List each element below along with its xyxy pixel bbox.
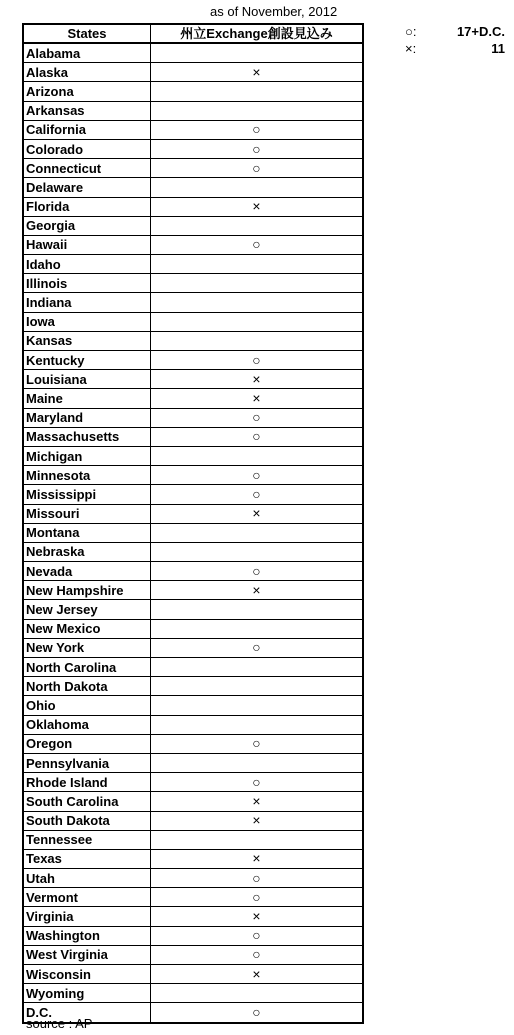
- table-row: [23, 965, 363, 984]
- exchange-mark: ×: [151, 792, 364, 811]
- table-row: [23, 753, 363, 772]
- table-row: [23, 619, 363, 638]
- legend-symbol: ○:: [405, 24, 417, 39]
- table-row: [23, 523, 363, 542]
- table-row: [23, 485, 363, 504]
- exchange-mark: [151, 446, 364, 465]
- table-row: [23, 255, 363, 274]
- legend-count: 11: [491, 41, 505, 56]
- exchange-mark: ×: [151, 504, 364, 523]
- table-row: [23, 945, 363, 964]
- table-row: [23, 139, 363, 158]
- state-name: North Dakota: [23, 677, 151, 696]
- state-name: Oregon: [23, 734, 151, 753]
- exchange-mark: ○: [151, 734, 364, 753]
- state-name: Iowa: [23, 312, 151, 331]
- table-row: [23, 888, 363, 907]
- exchange-mark: ○: [151, 139, 364, 158]
- table-row: [23, 82, 363, 101]
- table-row: [23, 984, 363, 1003]
- exchange-mark: ○: [151, 408, 364, 427]
- state-name: Virginia: [23, 907, 151, 926]
- table-row: [23, 370, 363, 389]
- table-row: [23, 293, 363, 312]
- table-body: [23, 43, 363, 1023]
- exchange-mark: ○: [151, 926, 364, 945]
- table-row: [23, 658, 363, 677]
- exchange-mark: ○: [151, 427, 364, 446]
- state-name: Rhode Island: [23, 773, 151, 792]
- state-name: South Carolina: [23, 792, 151, 811]
- state-name: South Dakota: [23, 811, 151, 830]
- state-name: Kentucky: [23, 351, 151, 370]
- exchange-mark: [151, 542, 364, 561]
- exchange-column-header: 州立Exchange創設見込み: [151, 24, 364, 43]
- table-row: [23, 43, 363, 63]
- state-name: Massachusetts: [23, 427, 151, 446]
- state-name: Louisiana: [23, 370, 151, 389]
- exchange-mark: [151, 216, 364, 235]
- exchange-mark: ○: [151, 562, 364, 581]
- exchange-mark: [151, 293, 364, 312]
- table-row: [23, 274, 363, 293]
- table-row: [23, 101, 363, 120]
- state-name: Minnesota: [23, 466, 151, 485]
- states-exchange-table: [22, 23, 364, 1024]
- state-name: D.C.: [23, 1003, 151, 1023]
- exchange-mark: ○: [151, 485, 364, 504]
- state-name: Maryland: [23, 408, 151, 427]
- table-row: [23, 926, 363, 945]
- exchange-mark: ×: [151, 63, 364, 82]
- state-name: Wisconsin: [23, 965, 151, 984]
- state-name: Georgia: [23, 216, 151, 235]
- as-of-date: as of November, 2012: [210, 4, 338, 19]
- state-name: Illinois: [23, 274, 151, 293]
- table-header-row: [23, 24, 363, 43]
- state-name: Nebraska: [23, 542, 151, 561]
- exchange-mark: [151, 178, 364, 197]
- table-row: [23, 562, 363, 581]
- legend-symbol: ×:: [405, 41, 417, 56]
- state-name: New York: [23, 638, 151, 657]
- table-row: [23, 830, 363, 849]
- state-name: Mississippi: [23, 485, 151, 504]
- exchange-mark: [151, 696, 364, 715]
- state-name: Arizona: [23, 82, 151, 101]
- table-row: [23, 63, 363, 82]
- exchange-mark: ○: [151, 869, 364, 888]
- exchange-mark: [151, 753, 364, 772]
- table-row: [23, 542, 363, 561]
- state-name: Washington: [23, 926, 151, 945]
- state-name: West Virginia: [23, 945, 151, 964]
- state-name: North Carolina: [23, 658, 151, 677]
- table-row: [23, 408, 363, 427]
- table-row: [23, 600, 363, 619]
- table-row: [23, 197, 363, 216]
- state-name: Ohio: [23, 696, 151, 715]
- table-row: [23, 389, 363, 408]
- state-name: Oklahoma: [23, 715, 151, 734]
- exchange-mark: ○: [151, 159, 364, 178]
- table-row: [23, 811, 363, 830]
- legend-count: 17+D.C.: [456, 24, 505, 39]
- legend-item-circle: [405, 24, 505, 41]
- state-name: Indiana: [23, 293, 151, 312]
- exchange-mark: [151, 331, 364, 350]
- exchange-mark: [151, 600, 364, 619]
- table-row: [23, 351, 363, 370]
- exchange-mark: ×: [151, 197, 364, 216]
- state-name: Alaska: [23, 63, 151, 82]
- exchange-mark: ×: [151, 965, 364, 984]
- exchange-mark: [151, 523, 364, 542]
- legend-item-cross: [405, 41, 505, 58]
- state-name: California: [23, 120, 151, 139]
- state-name: Maine: [23, 389, 151, 408]
- table-row: [23, 312, 363, 331]
- table-row: [23, 120, 363, 139]
- table-row: [23, 792, 363, 811]
- table-row: [23, 734, 363, 753]
- exchange-mark: [151, 274, 364, 293]
- table-row: [23, 907, 363, 926]
- exchange-mark: [151, 101, 364, 120]
- exchange-mark: ×: [151, 811, 364, 830]
- exchange-mark: [151, 82, 364, 101]
- exchange-mark: ○: [151, 888, 364, 907]
- table-row: [23, 849, 363, 868]
- exchange-mark: ○: [151, 466, 364, 485]
- source-note: source : AP: [26, 1016, 93, 1031]
- exchange-mark: [151, 830, 364, 849]
- state-name: Delaware: [23, 178, 151, 197]
- state-name: Missouri: [23, 504, 151, 523]
- table-row: [23, 466, 363, 485]
- exchange-mark: ×: [151, 389, 364, 408]
- exchange-mark: [151, 619, 364, 638]
- table-row: [23, 715, 363, 734]
- table-row: [23, 696, 363, 715]
- state-name: Montana: [23, 523, 151, 542]
- state-name: Arkansas: [23, 101, 151, 120]
- exchange-mark: ○: [151, 945, 364, 964]
- exchange-mark: ○: [151, 773, 364, 792]
- exchange-mark: ○: [151, 235, 364, 254]
- exchange-mark: ×: [151, 581, 364, 600]
- table-row: [23, 178, 363, 197]
- state-name: Texas: [23, 849, 151, 868]
- table-row: [23, 773, 363, 792]
- state-name: Michigan: [23, 446, 151, 465]
- legend: [405, 24, 505, 58]
- table-row: [23, 869, 363, 888]
- exchange-mark: [151, 312, 364, 331]
- exchange-mark: ○: [151, 351, 364, 370]
- state-name: Connecticut: [23, 159, 151, 178]
- table-row: [23, 504, 363, 523]
- state-name: Nevada: [23, 562, 151, 581]
- state-name: New Jersey: [23, 600, 151, 619]
- exchange-mark: [151, 715, 364, 734]
- state-name: Colorado: [23, 139, 151, 158]
- exchange-mark: [151, 658, 364, 677]
- state-name: New Hampshire: [23, 581, 151, 600]
- state-name: Idaho: [23, 255, 151, 274]
- state-name: Wyoming: [23, 984, 151, 1003]
- state-name: Hawaii: [23, 235, 151, 254]
- state-name: Alabama: [23, 43, 151, 63]
- state-name: Utah: [23, 869, 151, 888]
- state-name: Vermont: [23, 888, 151, 907]
- exchange-mark: ○: [151, 638, 364, 657]
- table-row: [23, 638, 363, 657]
- exchange-mark: [151, 43, 364, 63]
- exchange-mark: ○: [151, 120, 364, 139]
- exchange-mark: ×: [151, 370, 364, 389]
- exchange-mark: [151, 255, 364, 274]
- table-row: [23, 427, 363, 446]
- state-name: Kansas: [23, 331, 151, 350]
- table-row: [23, 216, 363, 235]
- state-name: Florida: [23, 197, 151, 216]
- table-row: [23, 677, 363, 696]
- states-column-header: States: [23, 24, 151, 43]
- table-row: [23, 446, 363, 465]
- exchange-mark: ○: [151, 1003, 364, 1023]
- table-row: [23, 331, 363, 350]
- state-name: Tennessee: [23, 830, 151, 849]
- exchange-mark: ×: [151, 849, 364, 868]
- table-row: [23, 581, 363, 600]
- exchange-mark: ×: [151, 907, 364, 926]
- exchange-mark: [151, 984, 364, 1003]
- table-row: [23, 159, 363, 178]
- state-name: Pennsylvania: [23, 753, 151, 772]
- table-row: [23, 235, 363, 254]
- state-name: New Mexico: [23, 619, 151, 638]
- exchange-mark: [151, 677, 364, 696]
